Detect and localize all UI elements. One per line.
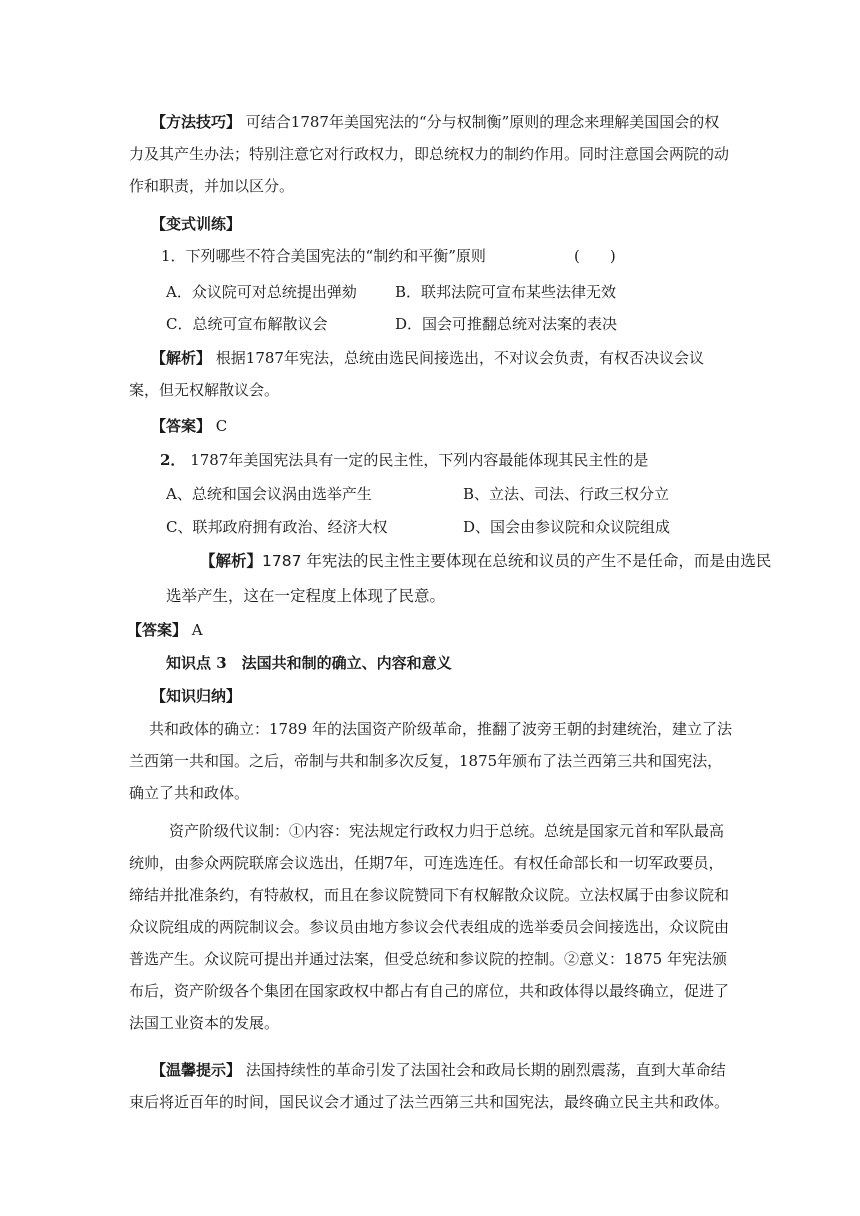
q1-option-c-text: C．总统可宣布解散议会 (166, 315, 328, 333)
q2-number: 2． (160, 451, 186, 469)
q2-option-b (463, 478, 669, 510)
variant-training-label: 【变式训练】 (151, 215, 242, 233)
q1-analysis (129, 342, 732, 406)
q2-analysis (166, 544, 776, 614)
knowledge-point-title (166, 647, 452, 679)
q1-answer-value: C (211, 417, 228, 435)
q1-option-d (395, 308, 617, 340)
q1-analysis-text: 根据1787年宪法，总统由选民间接选出，不对议会负责，有权否决议会议案，但无权解散议会。 (129, 349, 704, 399)
q1-option-a-text: A．众议院可对总统提出弹劾 (166, 283, 357, 301)
q2-option-c-text: C、联邦政府拥有政治、经济大权 (166, 518, 388, 536)
q2-option-d (463, 511, 670, 543)
q1-option-d-text: D．国会可推翻总统对法案的表决 (395, 315, 618, 333)
method-tip-text: 可结合1787年美国宪法的“分与权制衡”原则的理念来理解美国国会的权力及其产生办法；特别注意它对行政权力，即总统权力的制约作用。同时注意国会两院的动作和职责，并加以区分。 (129, 113, 730, 195)
variant-training-heading (151, 208, 451, 240)
method-tip-label: 【方法技巧】 (151, 113, 242, 131)
representative-system-paragraph (129, 815, 732, 1039)
knowledge-summary-label: 【知识归纳】 (151, 687, 242, 705)
method-tip-paragraph (129, 106, 732, 202)
q2-option-b-text: B、立法、司法、行政三权分立 (463, 485, 670, 503)
establish-paragraph (129, 713, 732, 809)
warm-tip-paragraph (129, 1054, 736, 1118)
knowledge-point-title-text: 知识点 3 法国共和制的确立、内容和意义 (166, 654, 452, 672)
q1-analysis-label: 【解析】 (151, 349, 212, 367)
q1-option-b-text: B．联邦法院可宣布某些法律无效 (395, 283, 617, 301)
q2-analysis-label: 【解析】 (200, 552, 263, 570)
q1-blank-text: ( ) (574, 247, 616, 265)
q1-answer (151, 410, 227, 442)
q1-option-c (166, 308, 327, 340)
warm-tip-text: 法国持续性的革命引发了法国社会和政局长期的剧烈震荡，直到大革命结束后将近百年的时间，国民议会才通过了法兰西第三共和国宪法，最终确立民主共和政体。 (129, 1061, 730, 1111)
representative-system-text: 资产阶级代议制：①内容：宪法规定行政权力归于总统。总统是国家元首和军队最高统帅，由参众两院联席会议选出，任期7年，可连选连任。有权任命部长和一切军政要员，缔结并批准条约，有特赦权，而且在参议院赞同下有权解散众议院。立法权属于由参议院和众议院组成的两院制议会。参议员由地方参议会代表组成的选举委员会间接选出，众议院由普选产生。众议院可提出并通过法案，但受总统和参议院的控制。②意义：1875 年宪法颁布后，资产阶级各个集团在国家政权中都占有自己的席位，共和政体得以最终确立，促进了法国工业资本的发展。 (129, 822, 730, 1032)
q2-answer-label: 【答案】 (127, 621, 188, 639)
q2-option-a-text: A、总统和国会议涡由选举产生 (166, 485, 372, 503)
q2-option-d-text: D、国会由参议院和众议院组成 (463, 518, 671, 536)
q1-stem-text: 1．下列哪些不符合美国宪法的“制约和平衡”原则 (161, 247, 486, 265)
q2-stem-text: 1787年美国宪法具有一定的民主性，下列内容最能体现其民主性的是 (185, 451, 649, 469)
q1-option-a (166, 276, 357, 308)
q1-answer-label: 【答案】 (151, 417, 212, 435)
q2-answer (127, 614, 203, 646)
q1-answer-blank (574, 240, 616, 272)
warm-tip-label: 【温馨提示】 (151, 1061, 242, 1079)
q1-stem (161, 240, 486, 272)
q2-option-a (166, 478, 372, 510)
q1-option-b (395, 276, 616, 308)
q2-option-c (166, 511, 387, 543)
q2-stem (160, 444, 648, 476)
establish-text: 共和政体的确立：1789 年的法国资产阶级革命，推翻了波旁王朝的封建统治，建立了法兰西第一共和国。之后，帝制与共和制多次反复，1875年颁布了法兰西第三共和国宪法，确立了共和政体。 (129, 720, 732, 802)
q2-answer-value: A (187, 621, 203, 639)
knowledge-summary-heading (151, 680, 241, 712)
q2-analysis-text: 1787 年宪法的民主性主要体现在总统和议员的产生不是任命，而是由选民选举产生，这在一定程度上体现了民意。 (166, 552, 772, 605)
